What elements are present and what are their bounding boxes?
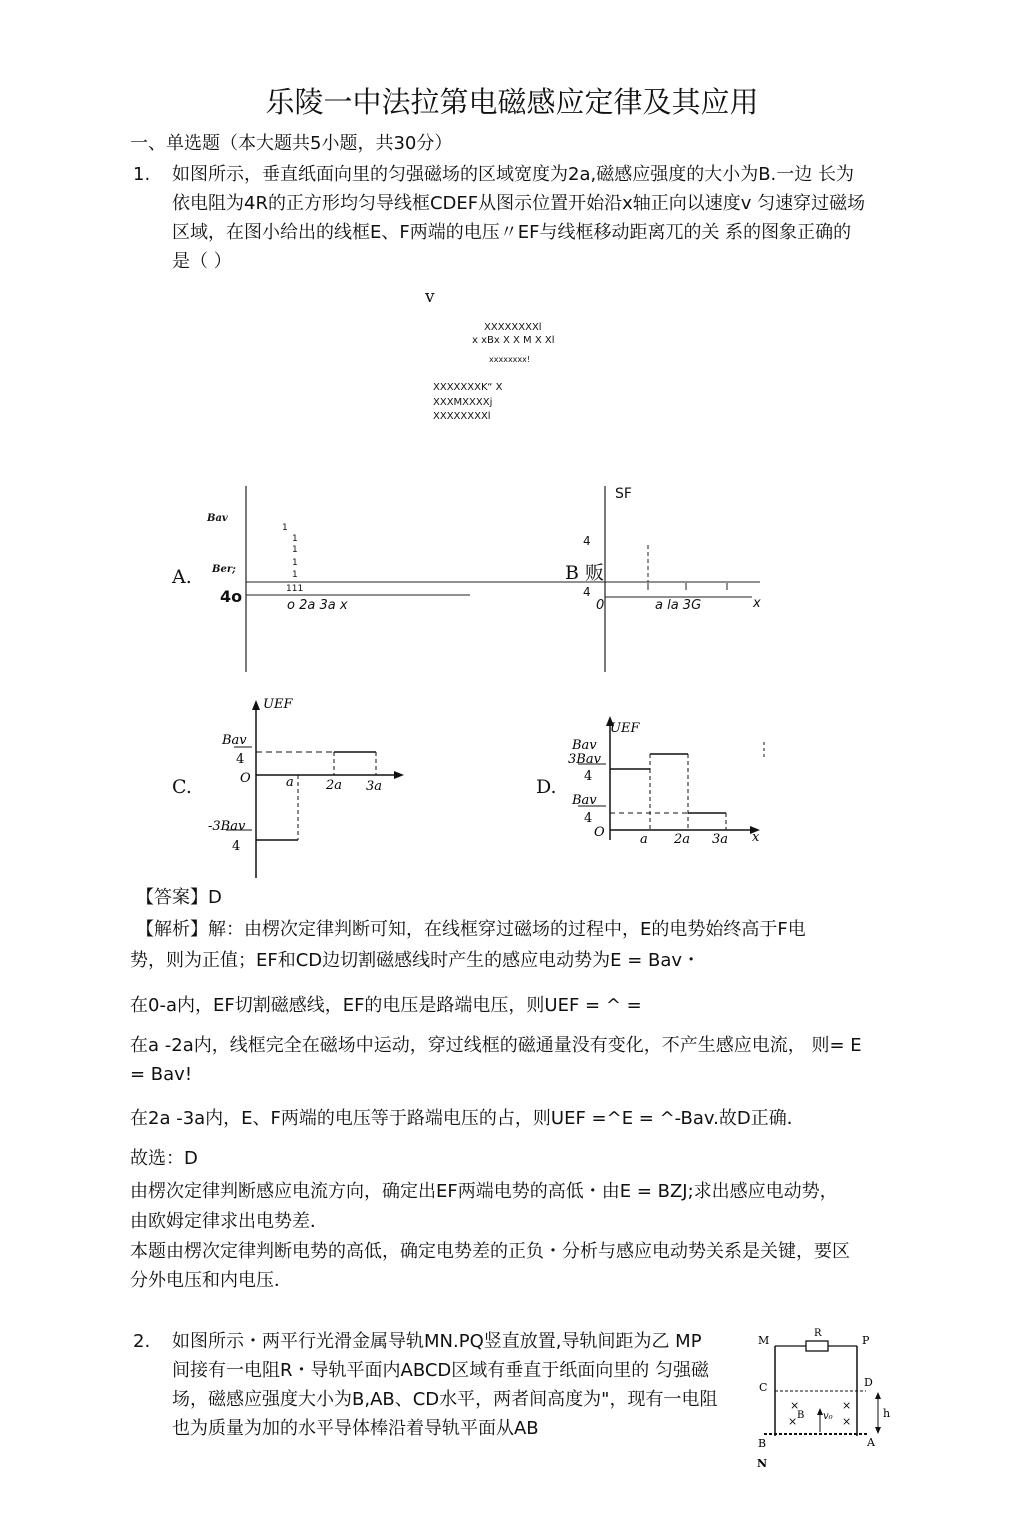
option-c-xtick-3a: 3a <box>366 779 383 794</box>
q2-figure <box>750 1320 900 1490</box>
analysis-line: 分外电压和内电压． <box>130 1270 292 1291</box>
options-ab-graphs <box>0 470 1024 680</box>
q2-line-4: 也为质量为加的水平导体棒沿着导轨平面从AB <box>172 1418 539 1439</box>
analysis-line: 在a -2a内，线框完全在磁场中运动，穿过线框的磁通量没有变化，不产生感应电流， 则= E <box>130 1035 862 1056</box>
option-a-mark: 1 <box>292 534 298 544</box>
option-a-mark: 1 <box>292 545 298 555</box>
field-row: XXXMXXXXj <box>433 397 493 408</box>
page-title: 乐陵一中法拉第电磁感应定律及其应用 <box>265 85 759 119</box>
option-b-x: x <box>753 596 761 611</box>
analysis-line: 在0-a内，EF切割磁感线，EF的电压是路端电压，则UEF = ^ = <box>130 995 642 1016</box>
q2-label-b: B <box>758 1437 767 1450</box>
option-a-origin: 4o <box>220 587 243 606</box>
q2-label-v0: v₀ <box>823 1411 833 1422</box>
section-heading: 一、单选题（本大题共5小题，共30分） <box>130 133 453 154</box>
field-cross: × <box>788 1415 798 1428</box>
answer: 【答案】D <box>136 887 222 908</box>
option-c-xtick-2a: 2a <box>326 778 343 793</box>
option-a-ticks: 111 <box>286 584 304 594</box>
option-b-origin: 0 <box>596 598 605 613</box>
q2-label-h: h <box>883 1407 891 1420</box>
q2-label-a: A <box>867 1436 875 1449</box>
option-c-label: C. <box>172 776 192 798</box>
field-row: XXXXXXXXl <box>484 322 542 333</box>
option-c-origin: O <box>240 771 251 786</box>
option-d-low-den: 4 <box>584 811 593 826</box>
option-a-mark: 1 <box>292 558 298 568</box>
q2-line-2: 间接有一电阻R・导轨平面内ABCD区域有垂直于纸面向里的 匀强磁 <box>172 1360 710 1381</box>
q2-number: 2. <box>133 1331 151 1352</box>
option-d-ylabel: UEF <box>610 721 640 736</box>
option-d-x: x <box>752 830 760 845</box>
option-a-bav: Bav <box>207 513 228 524</box>
option-d-xtick-2a: 2a <box>674 832 691 847</box>
fig-velocity-label: v <box>425 287 435 307</box>
option-d-xtick-3a: 3a <box>712 832 729 847</box>
field-cross: × <box>842 1415 852 1428</box>
option-c-neg-num: -3Bav <box>208 819 246 834</box>
analysis-line: 在2a -3a内，E、F两端的电压等于路端电压的占，则UEF =^E = ^-Bav.故D正确． <box>130 1108 805 1129</box>
field-row: XXXXXXXK“ X <box>433 382 503 393</box>
option-d-low-num: Bav <box>572 793 597 808</box>
option-c-xtick-a: a <box>286 775 294 790</box>
option-c-top-num: Bav <box>222 733 247 748</box>
option-b-tick: 4 <box>583 585 591 599</box>
field-cross: × <box>842 1399 852 1412</box>
option-c-neg-den: 4 <box>232 839 241 854</box>
option-d-mid-den: 4 <box>584 769 593 784</box>
q2-label-n: N <box>757 1457 768 1470</box>
option-c-graph <box>200 690 420 880</box>
option-a-ber: Ber; <box>212 564 236 575</box>
analysis-line: 故选：D <box>130 1148 198 1169</box>
field-row: XXXXXXXXl <box>433 411 491 422</box>
q1-line-4: 是（ ） <box>172 251 232 272</box>
analysis-line: 本题由楞次定律判断电势的高低，确定电势差的正负・分析与感应电动势关系是关键，要区 <box>130 1241 850 1262</box>
analysis-line: 势，则为正值；EF和CD边切割磁感线时产生的感应电动势为E = Bav・ <box>130 950 701 971</box>
option-a-xaxis: o 2a 3a x <box>287 598 348 613</box>
q1-number: 1. <box>133 164 151 185</box>
option-c-top-den: 4 <box>236 752 245 767</box>
option-b-label: B 贩 <box>565 562 605 584</box>
q2-label-d: D <box>864 1376 873 1389</box>
option-a-mark: 1 <box>282 523 288 533</box>
q2-label-r: R <box>814 1328 822 1339</box>
analysis-line: = Bav! <box>130 1064 193 1085</box>
q1-line-1: 如图所示，垂直纸面向里的匀强磁场的区域宽度为2a,磁感应强度的大小为B.一边 长为 <box>172 164 854 185</box>
option-b-tick: 4 <box>583 534 591 548</box>
q1-line-2: 依电阻为4R的正方形均匀导线框CDEF从图示位置开始沿x轴正向以速度v 匀速穿过磁场 <box>172 193 866 214</box>
q2-label-bfield: B <box>797 1410 805 1421</box>
field-row: x xBx X X M X Xl <box>472 335 555 346</box>
field-cross: × <box>790 1399 800 1412</box>
option-d-label: D. <box>536 776 557 798</box>
option-d-graph <box>560 712 770 850</box>
option-b-sf: SF <box>615 486 632 502</box>
option-c-ylabel: UEF <box>263 697 293 712</box>
analysis-line: 由欧姆定律求出电势差． <box>130 1211 328 1232</box>
option-b-xaxis: a la 3G <box>655 598 702 613</box>
option-a-label: A. <box>172 566 192 588</box>
q2-label-m: M <box>758 1334 770 1347</box>
q2-line-1: 如图所示・两平行光滑金属导轨MN.PQ竖直放置,导轨间距为乙 MP <box>172 1331 702 1352</box>
q2-label-p: P <box>862 1334 870 1347</box>
q2-line-3: 场，磁感应强度大小为B,AB、CD水平，两者间高度为"，现有一电阻 <box>172 1389 718 1410</box>
q2-label-c: C <box>759 1381 768 1394</box>
field-row: xxxxxxxx! <box>489 355 531 364</box>
option-d-origin: O <box>594 825 605 840</box>
analysis-line: 【解析】解：由楞次定律判断可知，在线框穿过磁场的过程中，E的电势始终高于F电 <box>136 919 806 940</box>
option-d-mid-num: 3Bav <box>568 752 601 767</box>
option-a-mark: 1 <box>292 570 298 580</box>
analysis-line: 由楞次定律判断感应电流方向，确定出EF两端电势的高低・由E = BZJ;求出感应电动势， <box>130 1181 838 1202</box>
q1-line-3: 区域，在图小给出的线框E、F两端的电压〃EF与线框移动距离兀的关 系的图象正确的 <box>172 222 852 243</box>
option-d-top: Bav <box>572 738 597 753</box>
option-d-xtick-a: a <box>640 832 648 847</box>
